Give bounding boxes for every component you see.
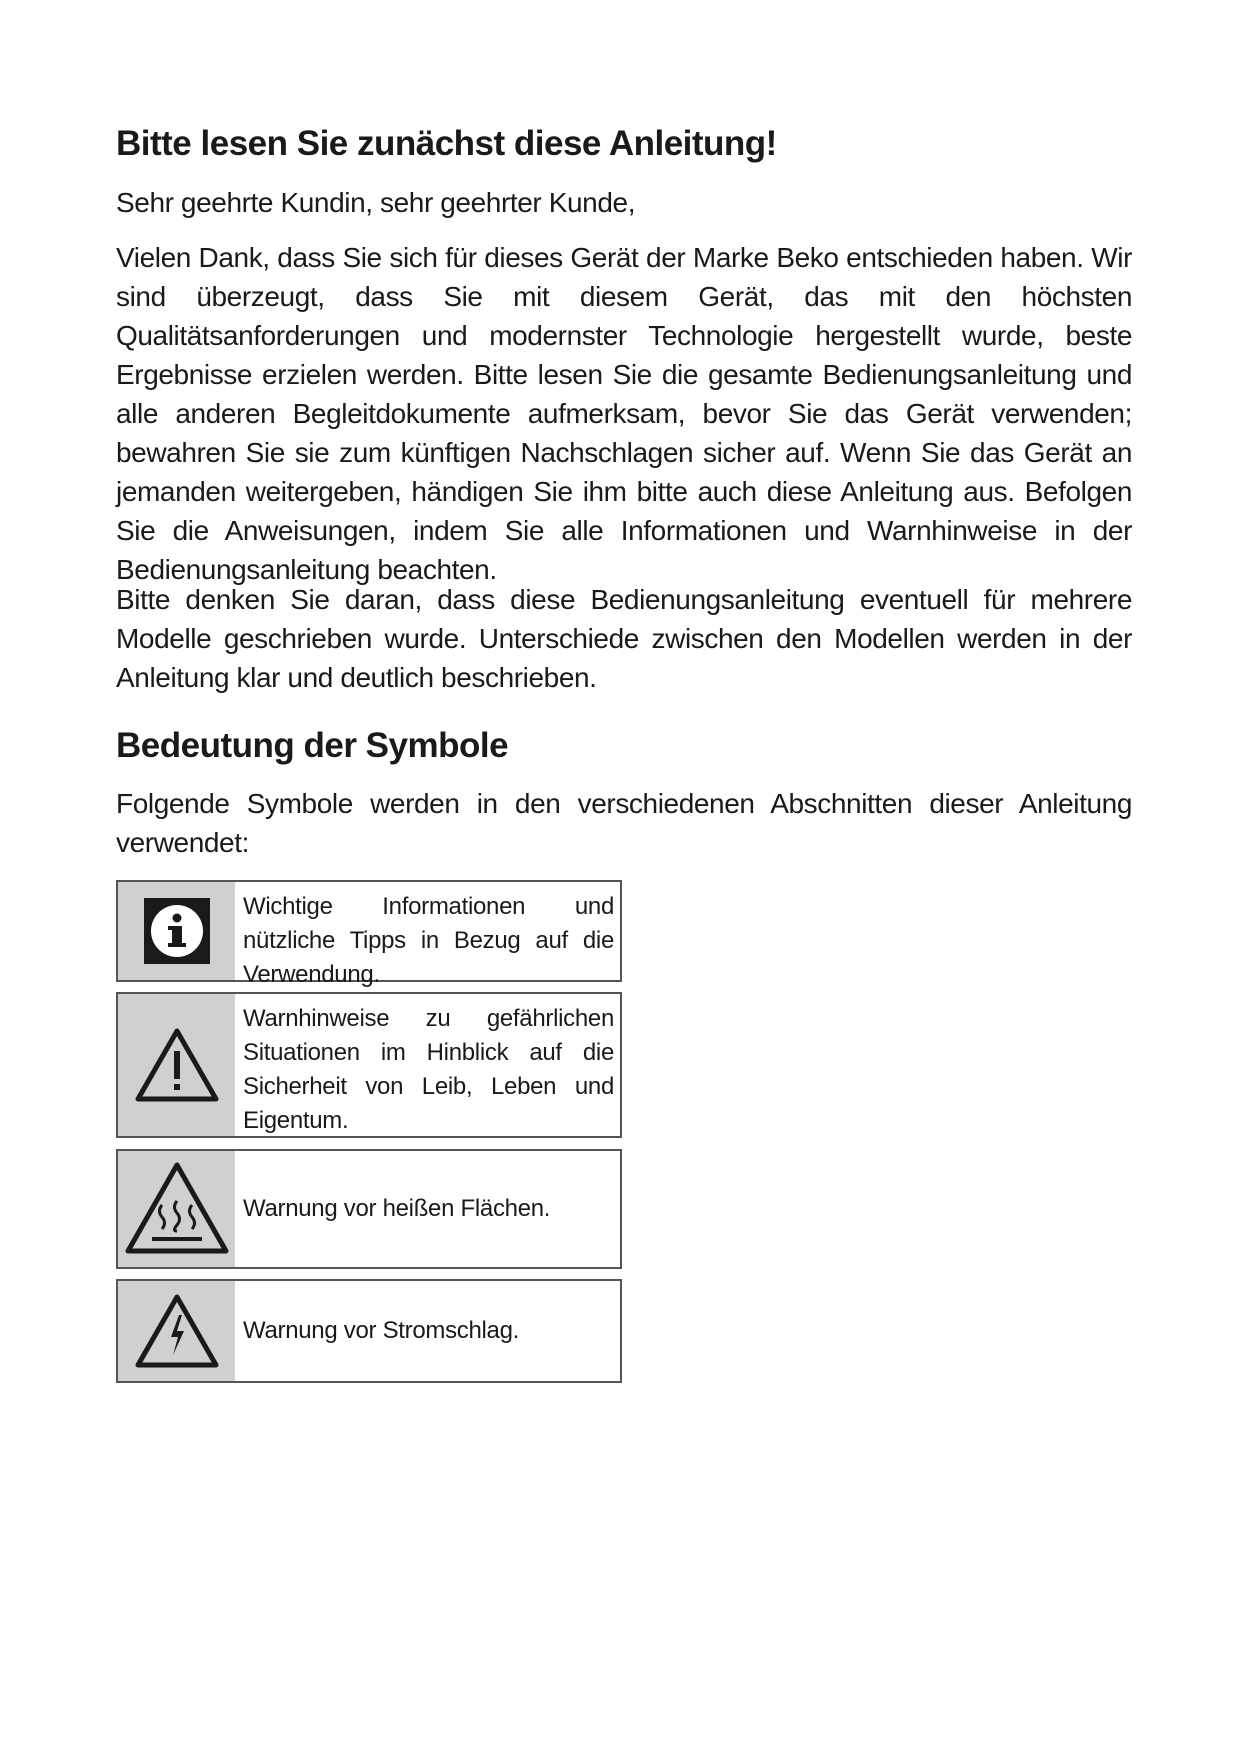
symbol-row-hot-surface <box>116 1149 622 1269</box>
greeting-text: Sehr geehrte Kundin, sehr geehrter Kunde, <box>116 187 636 218</box>
electric-shock-icon <box>134 1293 220 1369</box>
symbol-icon-cell <box>118 1151 235 1267</box>
symbols-heading: Bedeutung der Symbole <box>116 726 509 765</box>
symbols-intro-paragraph: Folgende Symbole werden in den verschiedenen Abschnitten dieser Anleitung verwendet: <box>116 788 1132 858</box>
symbol-row-warning <box>116 992 622 1138</box>
symbol-description: Warnung vor Stromschlag. <box>243 1317 520 1344</box>
info-icon <box>142 896 212 966</box>
hot-surface-icon <box>124 1161 230 1257</box>
symbol-row-info <box>116 880 622 988</box>
intro-paragraph: Vielen Dank, dass Sie sich für dieses Gerät der Marke Beko entschieden haben. Wir sind überzeugt, dass Sie mit diesem Gerät, das mit den höchsten Qualitätsanforderungen und modernster Technologie hergestellt wurde, beste Ergebnisse erzielen werden. Bitte lesen Sie die gesamte Bedienungsanleitung und alle anderen Begleitdokumente aufmerksam, bevor Sie das Gerät verwenden; bewahren Sie sie zum künftigen Nachschlagen sicher auf. Wenn Sie das Gerät an jemanden weitergeben, händigen Sie ihm bitte auch diese Anleitung aus. Befolgen Sie die Anweisungen, indem Sie alle Informationen und Warnhinweise in der Bedienungsanleitung beachten. <box>116 242 1132 585</box>
page-title: Bitte lesen Sie zunächst diese Anleitung! <box>116 124 777 163</box>
symbol-description: Warnhinweise zu gefährlichen Situationen im Hinblick auf die Sicherheit von Leib, Leben und Eigentum. <box>243 1005 614 1134</box>
symbol-icon-cell <box>118 882 235 980</box>
models-note-paragraph: Bitte denken Sie daran, dass diese Bedienungsanleitung eventuell für mehrere Modelle geschrieben wurde. Unterschiede zwischen den Modellen werden in der Anleitung klar und deutlich beschrieben. <box>116 584 1132 693</box>
warning-icon <box>134 1027 220 1103</box>
symbol-icon-cell <box>118 994 235 1136</box>
symbol-description: Wichtige Informationen und nützliche Tipps in Bezug auf die Verwendung. <box>243 893 614 988</box>
symbol-description: Warnung vor heißen Flächen. <box>243 1195 551 1222</box>
symbol-row-electric-shock <box>116 1279 622 1383</box>
symbol-icon-cell <box>118 1281 235 1381</box>
